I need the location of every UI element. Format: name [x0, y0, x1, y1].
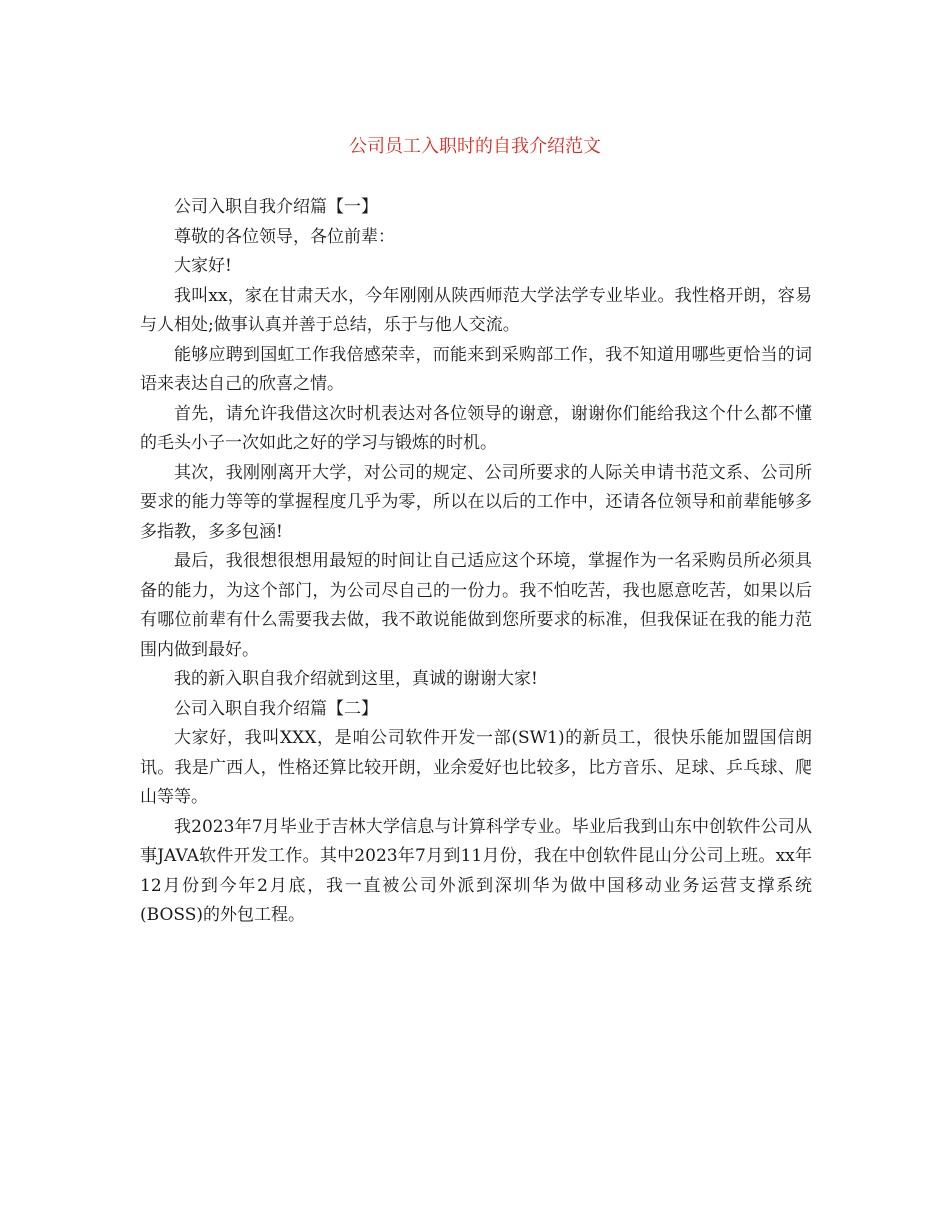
paragraph: 公司入职自我介绍篇【一】 [174, 197, 378, 217]
paragraph: 首先，请允许我借这次时机表达对各位领导的谢意，谢谢你们能给我这个什么都不懂的毛头小子一次如此之好的学习与锻炼的时机。 [140, 403, 812, 453]
paragraph: 我2023年7月毕业于吉林大学信息与计算科学专业。毕业后我到山东中创软件公司从事JAVA软件开发工作。其中2023年7月到11月份，我在中创软件昆山分公司上班。xx年12月份到今年2月底，我一直被公司外派到深圳华为做中国移动业务运营支撑系统(BOSS)的外包工程。 [140, 816, 812, 925]
paragraph: 大家好，我叫XXX，是咱公司软件开发一部(SW1)的新员工，很快乐能加盟国信朗讯。我是广西人，性格还算比较开朗，业余爱好也比较多，比方音乐、足球、乒乓球、爬山等等。 [140, 728, 812, 807]
paragraph: 尊敬的各位领导，各位前辈： [174, 226, 395, 247]
document-title: 公司员工入职时的自我介绍范文 [349, 136, 601, 158]
paragraph: 公司入职自我介绍篇【二】 [174, 698, 378, 719]
paragraph: 其次，我刚刚离开大学，对公司的规定、公司所要求的人际关申请书范文系、公司所要求的能力等等的掌握程度几乎为零，所以在以后的工作中，还请各位领导和前辈能够多多指教，多多包涵! [140, 462, 812, 542]
paragraph: 最后，我很想很想用最短的时间让自己适应这个环境，掌握作为一名采购员所必须具备的能力，为这个部门，为公司尽自己的一份力。我不怕吃苦，我也愿意吃苦，如果以后有哪位前辈有什么需要我去做，我不敢说能做到您所要求的标准，但我保证在我的能力范围内做到最好。 [140, 551, 812, 660]
paragraph: 能够应聘到国虹工作我倍感荣幸，而能来到采购部工作，我不知道用哪些更恰当的词语来表达自己的欣喜之情。 [140, 344, 812, 394]
paragraph: 我的新入职自我介绍就到这里，真诚的谢谢大家! [174, 669, 538, 689]
paragraph: 大家好! [174, 256, 232, 276]
paragraph: 我叫xx，家在甘肃天水，今年刚刚从陕西师范大学法学专业毕业。我性格开朗，容易与人相处;做事认真并善于总结，乐于与他人交流。 [140, 285, 812, 335]
document-body [140, 193, 812, 931]
